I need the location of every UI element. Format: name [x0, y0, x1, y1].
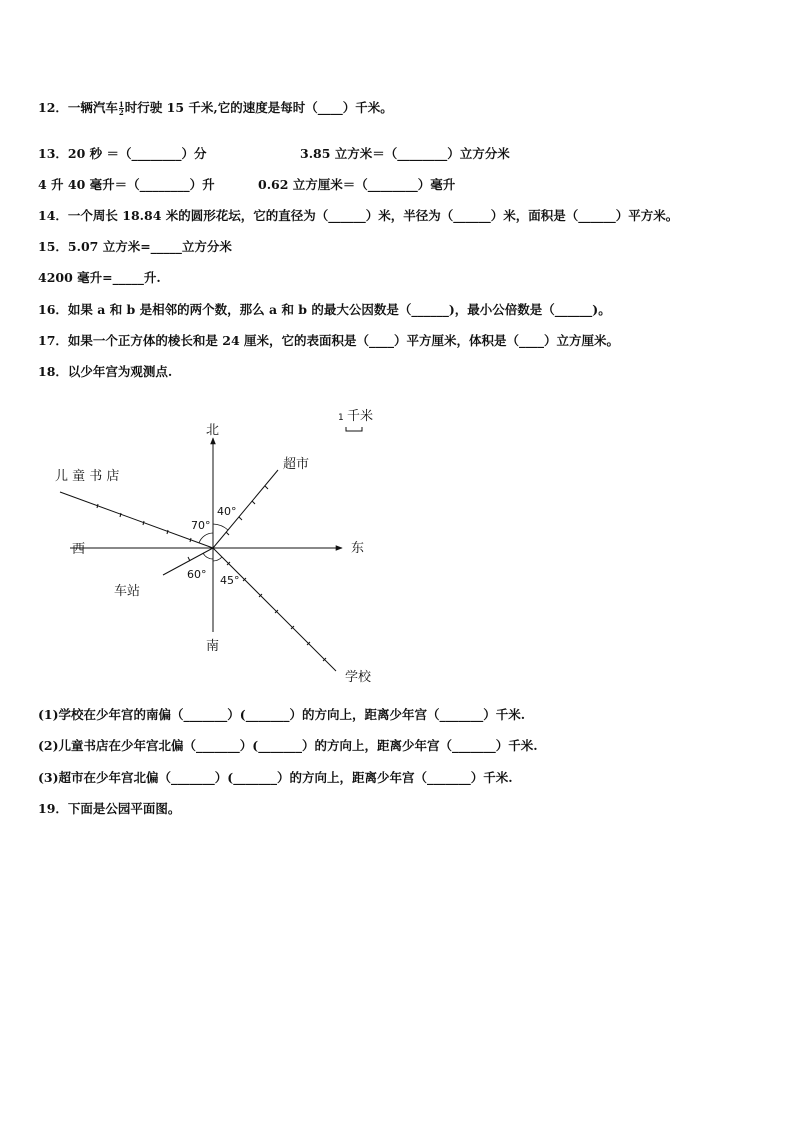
scale-number: 1	[338, 413, 344, 423]
bookstore-ray-ticks	[97, 504, 191, 542]
question-18: 18．以少年宫为观测点.	[38, 364, 173, 379]
question-19: 19．下面是公园平面图。	[38, 801, 181, 816]
angle-label-45: 45°	[220, 574, 240, 587]
south-label: 南	[206, 639, 220, 654]
angle-arc-40	[213, 524, 228, 530]
question-15: 15．5.07 立方米=_____立方分米	[38, 239, 232, 254]
question-18-part-3: (3)超市在少年宫北偏（_______）(_______）的方向上，距离少年宫（_______）千米.	[38, 770, 513, 785]
question-12: 12．一辆汽车 $\frac{1}{2}$ 时行驶 15 千米,它的速度是每时（____）千米。	[38, 100, 393, 117]
question-13-part-d: 0.62 立方厘米＝（________）毫升	[258, 177, 456, 192]
question-13-part-c: 4 升 40 毫升＝（________）升	[38, 177, 215, 192]
question-17: 17．如果一个正方体的棱长和是 24 厘米，它的表面积是（____）平方厘米，体积是（____）立方厘米。	[38, 333, 619, 348]
angle-arc-70	[199, 533, 213, 543]
angle-arc-45	[213, 557, 222, 561]
question-14: 14．一个周长 18.84 米的圆形花坛，它的直径为（______）米，半径为（______）米，面积是（______）平方米。	[38, 208, 679, 223]
school-ray	[213, 548, 336, 671]
fraction-one-half: $\frac{1}{2}$	[118, 100, 124, 117]
west-label: 西	[72, 542, 86, 557]
scale-bar	[346, 427, 362, 431]
north-label: 北	[206, 423, 220, 438]
question-18-part-2: (2)儿童书店在少年宫北偏（_______）(_______）的方向上，距离少年宫（_______）千米.	[38, 738, 538, 753]
station-label: 车站	[114, 584, 141, 599]
scale-label: 千米	[347, 409, 374, 424]
school-label: 学校	[345, 670, 372, 685]
east-label: 东	[351, 541, 365, 556]
supermarket-label: 超市	[283, 457, 310, 472]
direction-diagram	[40, 400, 400, 695]
angle-label-40: 40°	[217, 505, 237, 518]
angle-label-70: 70°	[191, 519, 211, 532]
question-15-part-b: 4200 毫升=_____升.	[38, 270, 161, 285]
question-13-part-b: 3.85 立方米＝（________）立方分米	[300, 146, 510, 161]
question-16: 16．如果 a 和 b 是相邻的两个数，那么 a 和 b 的最大公因数是（______)，最小公倍数是（______)。	[38, 302, 611, 317]
question-18-part-1: (1)学校在少年宫的南偏（_______）(_______）的方向上，距离少年宫（_______）千米.	[38, 707, 526, 722]
angle-arc-60	[203, 553, 213, 559]
bookstore-label: 儿 童 书 店	[55, 469, 120, 484]
angle-label-60: 60°	[187, 568, 207, 581]
question-13-part-a: 13．20 秒 ＝（________）分	[38, 146, 207, 161]
